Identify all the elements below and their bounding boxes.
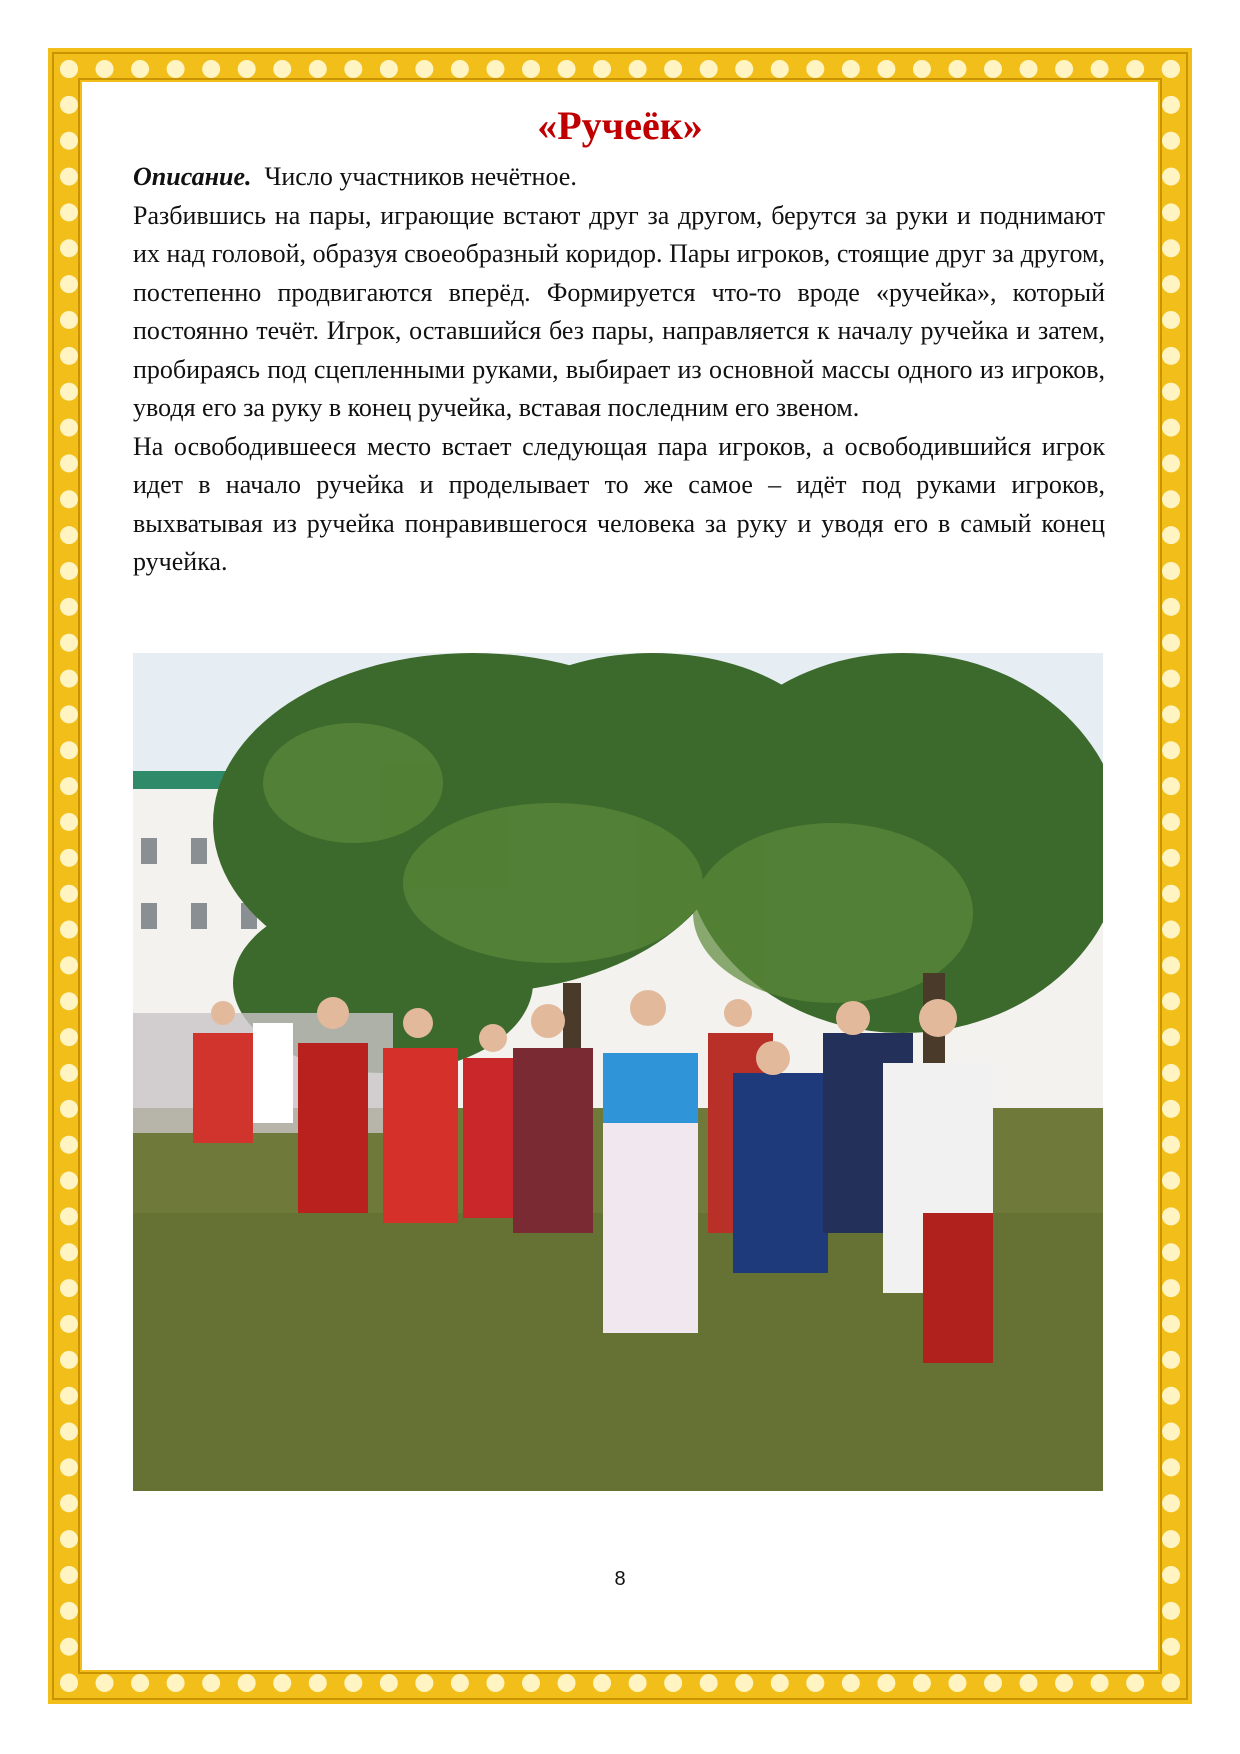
paragraph-1: Разбившись на пары, играющие встают друг за другом, берутся за руки и поднимают их над головой, образуя своеобразный коридор. Пары игроков, стоящие друг за другом, постепенно продвигаются вперёд. Формируется что-то вроде «ручейка», который постоянно течёт. Игрок, оставшийся без пары, направляется к началу ручейка и затем, пробираясь под сцепленными руками, выбирает из основной массы одного из игроков, уводя его за руку в конец ручейка, вставая последним его звеном. bbox=[133, 200, 1105, 422]
description-first: Число участников нечётное. bbox=[264, 162, 577, 191]
page-number: 8 bbox=[614, 1568, 626, 1590]
description-intro bbox=[133, 158, 1105, 197]
description-text bbox=[133, 158, 1105, 582]
page-title: «Ручеёк» bbox=[537, 103, 703, 148]
paragraph-2: На освободившееся место встает следующая пара игроков, а освободившийся игрок идет в начало ручейка и проделывает то же самое – идёт под руками игроков, выхватывая из ручейка понравившегося человека за руку и уводя его в самый конец ручейка. bbox=[133, 431, 1105, 576]
game-photo bbox=[133, 653, 1103, 1491]
description-label: Описание. bbox=[133, 162, 252, 191]
